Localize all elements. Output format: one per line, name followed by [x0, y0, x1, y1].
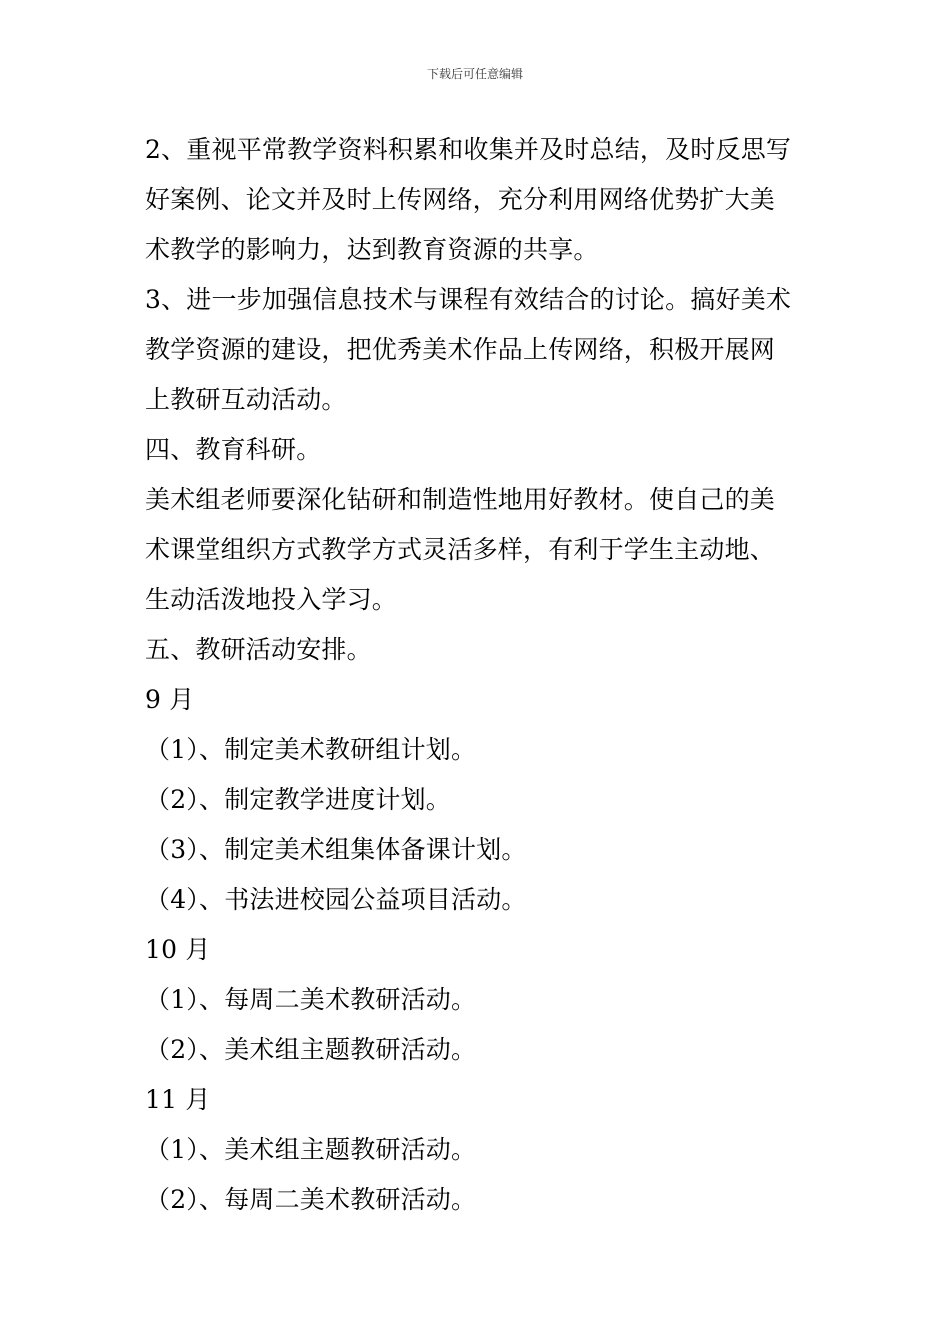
list-item: （2）、每周二美术教研活动。: [145, 1185, 477, 1214]
list-item: （4）、书法进校园公益项目活动。: [145, 885, 527, 914]
section-heading: 五、教研活动安排。: [145, 635, 372, 664]
paragraph-line: 好案例、论文并及时上传网络，充分利用网络优势扩大美: [145, 185, 776, 214]
month-heading: 9 月: [145, 685, 195, 714]
section-heading: 四、教育科研。: [145, 435, 322, 464]
document-body: [145, 125, 810, 1225]
list-item: （2）、美术组主题教研活动。: [145, 1035, 477, 1064]
paragraph-line: 2、重视平常教学资料积累和收集并及时总结，及时反思写: [145, 135, 792, 164]
list-item: （3）、制定美术组集体备课计划。: [145, 835, 527, 864]
paragraph-line: 教学资源的建设，把优秀美术作品上传网络，积极开展网: [145, 335, 776, 364]
paragraph-line: 美术组老师要深化钻研和制造性地用好教材。使自己的美: [145, 485, 776, 514]
month-heading: 10 月: [145, 935, 211, 964]
list-item: （2）、制定教学进度计划。: [145, 785, 452, 814]
list-item: （1）、美术组主题教研活动。: [145, 1135, 477, 1164]
paragraph-line: 术教学的影响力，达到教育资源的共享。: [145, 235, 599, 264]
list-item: （1）、制定美术教研组计划。: [145, 735, 477, 764]
page-header: 下载后可任意编辑: [426, 67, 523, 81]
month-heading: 11 月: [145, 1085, 211, 1114]
paragraph-line: 3、进一步加强信息技术与课程有效结合的讨论。搞好美术: [145, 285, 792, 314]
paragraph-line: 生动活泼地投入学习。: [145, 585, 398, 614]
paragraph-line: 上教研互动活动。: [145, 385, 347, 414]
list-item: （1）、每周二美术教研活动。: [145, 985, 477, 1014]
paragraph-line: 术课堂组织方式教学方式灵活多样，有利于学生主动地、: [145, 535, 776, 564]
